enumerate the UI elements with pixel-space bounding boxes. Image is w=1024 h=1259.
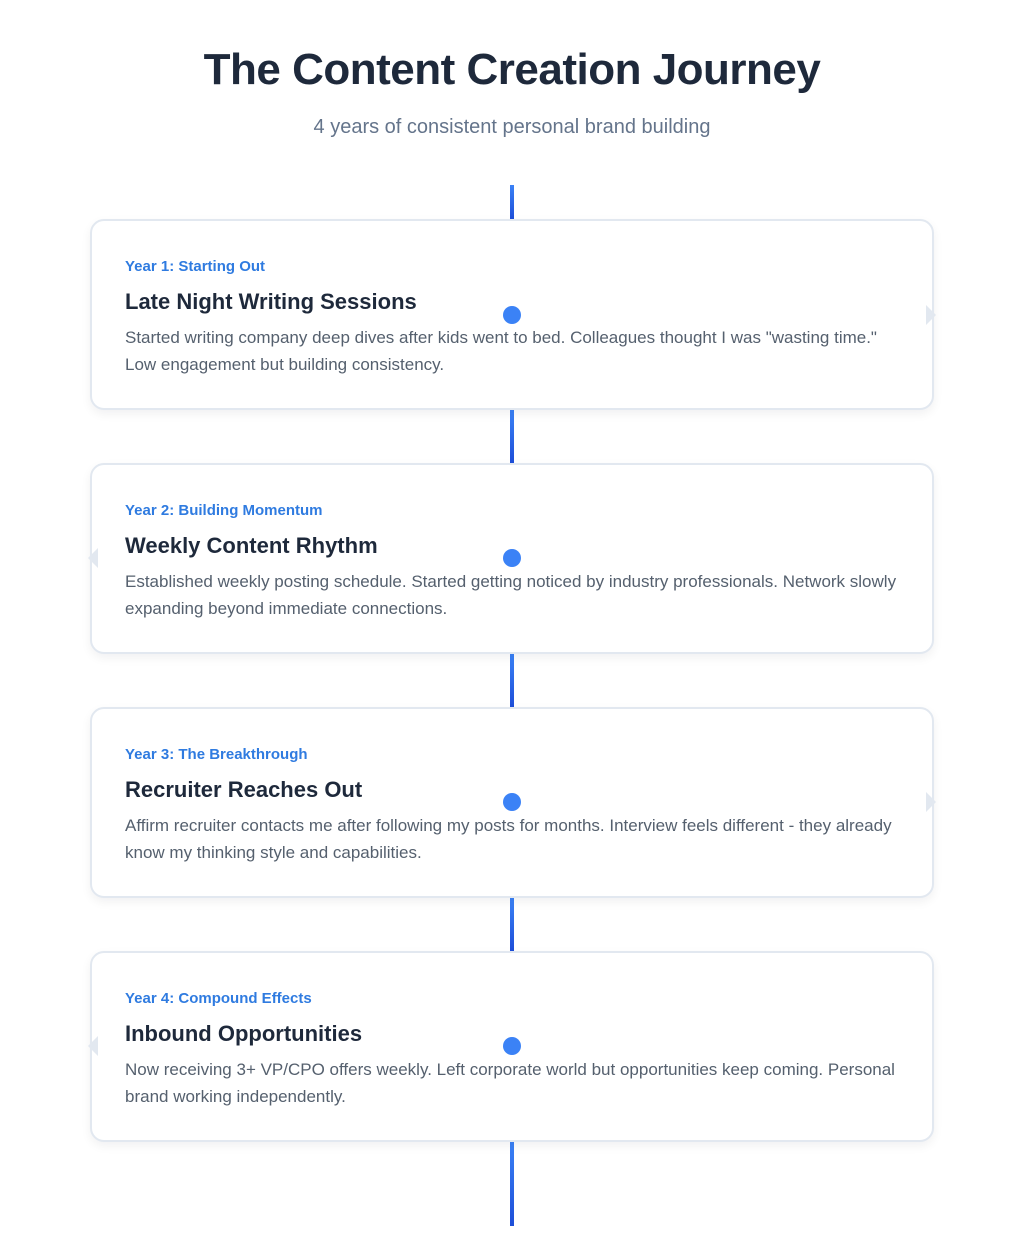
milestone-year-label: Year 4: Compound Effects (125, 990, 312, 1007)
milestone-title: Late Night Writing Sessions (125, 289, 417, 314)
milestone-year-label: Year 3: The Breakthrough (125, 746, 308, 763)
milestone-year-label: Year 1: Starting Out (125, 258, 266, 275)
timeline-dot (503, 1037, 521, 1055)
milestone-title: Recruiter Reaches Out (125, 777, 363, 802)
timeline-dot (503, 549, 521, 567)
milestone-description: Started writing company deep dives after kids went to bed. Colleagues thought I was "wasting time." Low engagement but building consistency. (125, 328, 877, 374)
timeline-line-segment (510, 185, 514, 219)
milestone-year-label: Year 2: Building Momentum (125, 502, 323, 519)
timeline-line-segment (510, 654, 514, 707)
page-subtitle: 4 years of consistent personal brand building (313, 116, 711, 138)
milestone-description: Now receiving 3+ VP/CPO offers weekly. Left corporate world but opportunities keep coming. Personal brand working independently. (125, 1060, 895, 1106)
timeline-dot (503, 306, 521, 324)
timeline-line-segment (510, 410, 514, 463)
card-pointer-arrow (88, 548, 98, 568)
milestone-description: Established weekly posting schedule. Started getting noticed by industry professionals. Network slowly expanding beyond immediate connections. (125, 572, 897, 618)
card-pointer-arrow (88, 1036, 98, 1056)
milestone-description: Affirm recruiter contacts me after following my posts for months. Interview feels different - they already know my thinking style and capabilities. (125, 816, 892, 862)
milestone-title: Inbound Opportunities (125, 1021, 363, 1046)
timeline-line-segment (510, 898, 514, 951)
card-pointer-arrow (926, 305, 936, 325)
card-pointer-arrow (926, 792, 936, 812)
timeline-line-segment (510, 1142, 514, 1226)
milestone-title: Weekly Content Rhythm (125, 533, 378, 558)
timeline-dot (503, 793, 521, 811)
page-title: The Content Creation Journey (203, 45, 821, 94)
